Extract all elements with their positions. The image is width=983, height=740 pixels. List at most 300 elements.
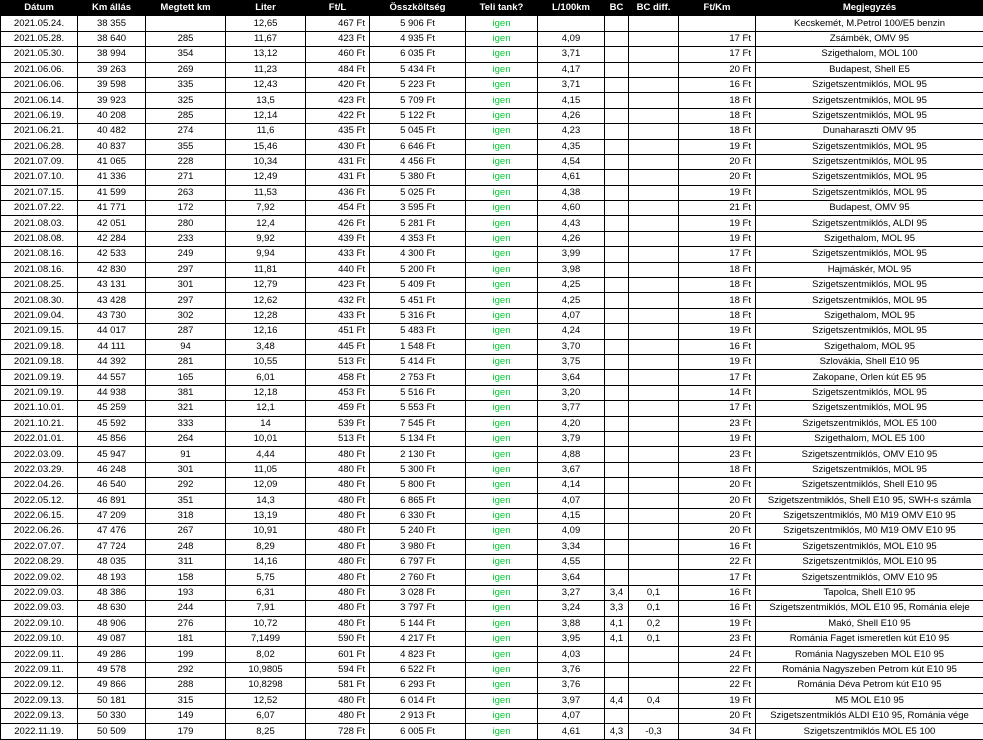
cell-consumption: 4,17 bbox=[538, 62, 605, 77]
cell-full-tank: igen bbox=[466, 247, 538, 262]
cell-price-per-liter: 431 Ft bbox=[306, 170, 370, 185]
cell-price-per-liter: 513 Ft bbox=[306, 354, 370, 369]
cell-distance: 165 bbox=[146, 370, 226, 385]
cell-consumption: 3,24 bbox=[538, 601, 605, 616]
cell-consumption: 4,09 bbox=[538, 524, 605, 539]
cell-bc bbox=[605, 201, 629, 216]
cell-bc bbox=[605, 493, 629, 508]
cell-bc bbox=[605, 647, 629, 662]
cell-date: 2021.05.28. bbox=[1, 31, 78, 46]
cell-distance: 325 bbox=[146, 93, 226, 108]
cell-date: 2022.09.13. bbox=[1, 708, 78, 723]
cell-bc-diff bbox=[629, 47, 679, 62]
cell-liters: 12,49 bbox=[226, 170, 306, 185]
cell-notes: Szigethalom, MOL 95 bbox=[756, 308, 983, 323]
cell-bc bbox=[605, 385, 629, 400]
cell-price-per-km: 34 Ft bbox=[679, 724, 756, 739]
cell-date: 2022.03.09. bbox=[1, 447, 78, 462]
cell-total-cost: 5 200 Ft bbox=[370, 262, 466, 277]
cell-price-per-km: 18 Ft bbox=[679, 293, 756, 308]
cell-notes: M5 MOL E10 95 bbox=[756, 693, 983, 708]
cell-notes: Szigetszentmiklós, ALDI 95 bbox=[756, 216, 983, 231]
cell-date: 2022.03.29. bbox=[1, 462, 78, 477]
cell-total-cost: 7 545 Ft bbox=[370, 416, 466, 431]
cell-total-cost: 5 122 Ft bbox=[370, 108, 466, 123]
cell-price-per-km bbox=[679, 16, 756, 31]
header-price-per-km: Ft/Km bbox=[679, 1, 756, 16]
cell-total-cost: 5 380 Ft bbox=[370, 170, 466, 185]
cell-price-per-km: 19 Ft bbox=[679, 693, 756, 708]
cell-notes: Szlovákia, Shell E10 95 bbox=[756, 354, 983, 369]
cell-odometer: 46 248 bbox=[78, 462, 146, 477]
cell-bc bbox=[605, 508, 629, 523]
cell-liters: 11,67 bbox=[226, 31, 306, 46]
cell-date: 2021.09.19. bbox=[1, 385, 78, 400]
cell-bc bbox=[605, 77, 629, 92]
cell-price-per-km: 23 Ft bbox=[679, 632, 756, 647]
cell-date: 2022.09.03. bbox=[1, 585, 78, 600]
cell-date: 2022.09.10. bbox=[1, 632, 78, 647]
cell-price-per-liter: 480 Ft bbox=[306, 539, 370, 554]
cell-bc-diff bbox=[629, 216, 679, 231]
cell-price-per-liter: 436 Ft bbox=[306, 185, 370, 200]
cell-consumption: 3,67 bbox=[538, 462, 605, 477]
table-row bbox=[1, 678, 983, 693]
cell-liters: 8,25 bbox=[226, 724, 306, 739]
cell-total-cost: 5 709 Ft bbox=[370, 93, 466, 108]
cell-date: 2021.06.19. bbox=[1, 108, 78, 123]
cell-distance: 288 bbox=[146, 678, 226, 693]
cell-full-tank: igen bbox=[466, 16, 538, 31]
cell-full-tank: igen bbox=[466, 262, 538, 277]
cell-total-cost: 6 522 Ft bbox=[370, 662, 466, 677]
cell-notes: Szigetszentmiklós, MOL 95 bbox=[756, 324, 983, 339]
header-full-tank: Teli tank? bbox=[466, 1, 538, 16]
cell-total-cost: 1 548 Ft bbox=[370, 339, 466, 354]
table-row bbox=[1, 293, 983, 308]
cell-liters: 12,4 bbox=[226, 216, 306, 231]
cell-price-per-liter: 601 Ft bbox=[306, 647, 370, 662]
cell-date: 2022.06.26. bbox=[1, 524, 78, 539]
cell-price-per-km: 20 Ft bbox=[679, 524, 756, 539]
cell-price-per-liter: 423 Ft bbox=[306, 278, 370, 293]
cell-total-cost: 6 035 Ft bbox=[370, 47, 466, 62]
cell-total-cost: 6 797 Ft bbox=[370, 555, 466, 570]
cell-consumption: 4,20 bbox=[538, 416, 605, 431]
cell-odometer: 42 830 bbox=[78, 262, 146, 277]
table-row bbox=[1, 154, 983, 169]
cell-liters: 7,91 bbox=[226, 601, 306, 616]
table-row bbox=[1, 431, 983, 446]
cell-date: 2022.11.19. bbox=[1, 724, 78, 739]
cell-price-per-km: 19 Ft bbox=[679, 185, 756, 200]
cell-bc bbox=[605, 16, 629, 31]
cell-full-tank: igen bbox=[466, 154, 538, 169]
cell-distance: 285 bbox=[146, 31, 226, 46]
cell-liters: 5,75 bbox=[226, 570, 306, 585]
cell-liters: 8,02 bbox=[226, 647, 306, 662]
cell-price-per-km: 20 Ft bbox=[679, 493, 756, 508]
cell-bc: 3,3 bbox=[605, 601, 629, 616]
cell-liters: 9,92 bbox=[226, 231, 306, 246]
cell-notes: Szigethalom, MOL 100 bbox=[756, 47, 983, 62]
cell-date: 2021.08.16. bbox=[1, 247, 78, 262]
cell-price-per-km: 16 Ft bbox=[679, 585, 756, 600]
cell-price-per-liter: 467 Ft bbox=[306, 16, 370, 31]
cell-odometer: 44 392 bbox=[78, 354, 146, 369]
cell-bc bbox=[605, 231, 629, 246]
cell-odometer: 49 866 bbox=[78, 678, 146, 693]
cell-price-per-km: 20 Ft bbox=[679, 62, 756, 77]
cell-full-tank: igen bbox=[466, 647, 538, 662]
table-row bbox=[1, 62, 983, 77]
cell-full-tank: igen bbox=[466, 354, 538, 369]
cell-price-per-liter: 422 Ft bbox=[306, 108, 370, 123]
cell-notes: Szigethalom, MOL 95 bbox=[756, 231, 983, 246]
cell-consumption: 3,75 bbox=[538, 354, 605, 369]
cell-notes: Szigetszentmiklós, OMV E10 95 bbox=[756, 447, 983, 462]
cell-liters: 11,53 bbox=[226, 185, 306, 200]
cell-odometer: 47 476 bbox=[78, 524, 146, 539]
cell-price-per-liter: 423 Ft bbox=[306, 31, 370, 46]
table-row bbox=[1, 354, 983, 369]
cell-consumption: 3,79 bbox=[538, 431, 605, 446]
cell-date: 2022.08.29. bbox=[1, 555, 78, 570]
table-row bbox=[1, 447, 983, 462]
cell-consumption: 4,54 bbox=[538, 154, 605, 169]
cell-odometer: 38 355 bbox=[78, 16, 146, 31]
cell-price-per-km: 19 Ft bbox=[679, 216, 756, 231]
cell-price-per-km: 22 Ft bbox=[679, 555, 756, 570]
cell-odometer: 48 906 bbox=[78, 616, 146, 631]
cell-total-cost: 5 025 Ft bbox=[370, 185, 466, 200]
cell-price-per-km: 18 Ft bbox=[679, 278, 756, 293]
cell-bc-diff bbox=[629, 431, 679, 446]
cell-bc bbox=[605, 47, 629, 62]
cell-consumption: 3,76 bbox=[538, 662, 605, 677]
cell-date: 2022.06.15. bbox=[1, 508, 78, 523]
cell-date: 2021.06.06. bbox=[1, 77, 78, 92]
table-row bbox=[1, 77, 983, 92]
cell-consumption: 4,88 bbox=[538, 447, 605, 462]
table-row bbox=[1, 16, 983, 31]
cell-distance: 91 bbox=[146, 447, 226, 462]
cell-price-per-liter: 426 Ft bbox=[306, 216, 370, 231]
cell-bc-diff bbox=[629, 478, 679, 493]
cell-consumption: 3,88 bbox=[538, 616, 605, 631]
cell-price-per-km: 18 Ft bbox=[679, 308, 756, 323]
cell-date: 2021.10.21. bbox=[1, 416, 78, 431]
cell-price-per-km: 20 Ft bbox=[679, 708, 756, 723]
cell-liters: 12,28 bbox=[226, 308, 306, 323]
cell-full-tank: igen bbox=[466, 616, 538, 631]
cell-bc-diff bbox=[629, 416, 679, 431]
cell-total-cost: 6 014 Ft bbox=[370, 693, 466, 708]
cell-consumption bbox=[538, 16, 605, 31]
cell-notes: Makó, Shell E10 95 bbox=[756, 616, 983, 631]
cell-bc-diff bbox=[629, 385, 679, 400]
cell-total-cost: 5 516 Ft bbox=[370, 385, 466, 400]
cell-price-per-km: 17 Ft bbox=[679, 401, 756, 416]
cell-bc bbox=[605, 354, 629, 369]
cell-price-per-liter: 480 Ft bbox=[306, 555, 370, 570]
table-row bbox=[1, 170, 983, 185]
cell-price-per-km: 16 Ft bbox=[679, 601, 756, 616]
cell-price-per-km: 16 Ft bbox=[679, 77, 756, 92]
cell-full-tank: igen bbox=[466, 585, 538, 600]
cell-distance: 249 bbox=[146, 247, 226, 262]
cell-consumption: 3,71 bbox=[538, 47, 605, 62]
cell-price-per-km: 18 Ft bbox=[679, 124, 756, 139]
cell-bc bbox=[605, 278, 629, 293]
cell-consumption: 4,03 bbox=[538, 647, 605, 662]
cell-date: 2022.09.02. bbox=[1, 570, 78, 585]
cell-total-cost: 6 330 Ft bbox=[370, 508, 466, 523]
cell-liters: 12,65 bbox=[226, 16, 306, 31]
cell-full-tank: igen bbox=[466, 293, 538, 308]
table-row bbox=[1, 308, 983, 323]
cell-full-tank: igen bbox=[466, 724, 538, 739]
cell-bc bbox=[605, 308, 629, 323]
cell-odometer: 43 131 bbox=[78, 278, 146, 293]
cell-distance: 269 bbox=[146, 62, 226, 77]
cell-odometer: 38 994 bbox=[78, 47, 146, 62]
cell-price-per-km: 21 Ft bbox=[679, 201, 756, 216]
cell-price-per-km: 17 Ft bbox=[679, 570, 756, 585]
table-row bbox=[1, 570, 983, 585]
cell-liters: 15,46 bbox=[226, 139, 306, 154]
table-row bbox=[1, 247, 983, 262]
cell-price-per-liter: 480 Ft bbox=[306, 570, 370, 585]
cell-price-per-liter: 433 Ft bbox=[306, 247, 370, 262]
cell-notes: Tapolca, Shell E10 95 bbox=[756, 585, 983, 600]
cell-odometer: 49 286 bbox=[78, 647, 146, 662]
cell-consumption: 4,26 bbox=[538, 108, 605, 123]
cell-liters: 7,1499 bbox=[226, 632, 306, 647]
cell-price-per-liter: 454 Ft bbox=[306, 201, 370, 216]
cell-notes: Románia Faget ismeretlen kút E10 95 bbox=[756, 632, 983, 647]
cell-full-tank: igen bbox=[466, 632, 538, 647]
cell-bc bbox=[605, 539, 629, 554]
table-row bbox=[1, 616, 983, 631]
cell-bc-diff bbox=[629, 124, 679, 139]
cell-odometer: 44 017 bbox=[78, 324, 146, 339]
cell-full-tank: igen bbox=[466, 401, 538, 416]
cell-consumption: 3,27 bbox=[538, 585, 605, 600]
cell-full-tank: igen bbox=[466, 139, 538, 154]
cell-full-tank: igen bbox=[466, 601, 538, 616]
cell-consumption: 4,43 bbox=[538, 216, 605, 231]
cell-price-per-km: 19 Ft bbox=[679, 354, 756, 369]
cell-distance: 264 bbox=[146, 431, 226, 446]
cell-odometer: 50 330 bbox=[78, 708, 146, 723]
cell-price-per-liter: 440 Ft bbox=[306, 262, 370, 277]
cell-notes: Dunaharaszti OMV 95 bbox=[756, 124, 983, 139]
table-row bbox=[1, 139, 983, 154]
cell-full-tank: igen bbox=[466, 77, 538, 92]
cell-odometer: 41 336 bbox=[78, 170, 146, 185]
cell-notes: Zakopane, Orlen kút E5 95 bbox=[756, 370, 983, 385]
cell-price-per-km: 19 Ft bbox=[679, 616, 756, 631]
table-row bbox=[1, 324, 983, 339]
cell-total-cost: 6 646 Ft bbox=[370, 139, 466, 154]
cell-distance: 267 bbox=[146, 524, 226, 539]
cell-liters: 12,18 bbox=[226, 385, 306, 400]
cell-bc: 4,4 bbox=[605, 693, 629, 708]
cell-consumption: 3,34 bbox=[538, 539, 605, 554]
cell-distance: 381 bbox=[146, 385, 226, 400]
cell-consumption: 4,26 bbox=[538, 231, 605, 246]
cell-bc-diff: -0,3 bbox=[629, 724, 679, 739]
table-row bbox=[1, 339, 983, 354]
cell-consumption: 3,98 bbox=[538, 262, 605, 277]
cell-distance: 333 bbox=[146, 416, 226, 431]
cell-total-cost: 5 144 Ft bbox=[370, 616, 466, 631]
table-row bbox=[1, 724, 983, 739]
cell-bc-diff bbox=[629, 108, 679, 123]
cell-consumption: 3,99 bbox=[538, 247, 605, 262]
cell-distance: 285 bbox=[146, 108, 226, 123]
cell-liters: 12,09 bbox=[226, 478, 306, 493]
cell-distance: 287 bbox=[146, 324, 226, 339]
cell-total-cost: 2 130 Ft bbox=[370, 447, 466, 462]
cell-liters: 10,55 bbox=[226, 354, 306, 369]
cell-bc bbox=[605, 185, 629, 200]
cell-price-per-liter: 430 Ft bbox=[306, 139, 370, 154]
cell-consumption: 3,64 bbox=[538, 570, 605, 585]
table-row bbox=[1, 416, 983, 431]
cell-distance: 315 bbox=[146, 693, 226, 708]
cell-distance: 318 bbox=[146, 508, 226, 523]
cell-date: 2021.09.18. bbox=[1, 354, 78, 369]
cell-bc bbox=[605, 293, 629, 308]
cell-odometer: 44 111 bbox=[78, 339, 146, 354]
cell-bc-diff bbox=[629, 262, 679, 277]
cell-notes: Szigetszentmiklós, MOL 95 bbox=[756, 93, 983, 108]
cell-odometer: 50 509 bbox=[78, 724, 146, 739]
cell-liters: 12,52 bbox=[226, 693, 306, 708]
table-row bbox=[1, 93, 983, 108]
cell-notes: Szigetszentmiklós, Shell E10 95, SWH-s számla bbox=[756, 493, 983, 508]
cell-date: 2021.08.03. bbox=[1, 216, 78, 231]
cell-total-cost: 2 913 Ft bbox=[370, 708, 466, 723]
cell-bc-diff bbox=[629, 401, 679, 416]
cell-bc-diff bbox=[629, 185, 679, 200]
cell-full-tank: igen bbox=[466, 31, 538, 46]
cell-date: 2021.08.08. bbox=[1, 231, 78, 246]
cell-total-cost: 4 353 Ft bbox=[370, 231, 466, 246]
cell-bc: 3,4 bbox=[605, 585, 629, 600]
cell-bc-diff bbox=[629, 139, 679, 154]
cell-liters: 13,5 bbox=[226, 93, 306, 108]
cell-notes: Szigetszentmiklós, MOL 95 bbox=[756, 293, 983, 308]
cell-date: 2021.06.28. bbox=[1, 139, 78, 154]
cell-date: 2021.09.19. bbox=[1, 370, 78, 385]
cell-full-tank: igen bbox=[466, 708, 538, 723]
cell-notes: Szigetszentmiklós, OMV E10 95 bbox=[756, 570, 983, 585]
cell-distance: 335 bbox=[146, 77, 226, 92]
cell-odometer: 39 598 bbox=[78, 77, 146, 92]
table-row bbox=[1, 647, 983, 662]
cell-notes: Szigetszentmiklós, MOL 95 bbox=[756, 385, 983, 400]
cell-total-cost: 4 935 Ft bbox=[370, 31, 466, 46]
cell-date: 2022.09.03. bbox=[1, 601, 78, 616]
cell-date: 2021.06.06. bbox=[1, 62, 78, 77]
cell-date: 2022.07.07. bbox=[1, 539, 78, 554]
cell-total-cost: 5 409 Ft bbox=[370, 278, 466, 293]
cell-odometer: 40 837 bbox=[78, 139, 146, 154]
cell-bc-diff bbox=[629, 708, 679, 723]
cell-odometer: 42 533 bbox=[78, 247, 146, 262]
cell-bc-diff bbox=[629, 247, 679, 262]
cell-total-cost: 5 300 Ft bbox=[370, 462, 466, 477]
cell-distance: 281 bbox=[146, 354, 226, 369]
cell-bc-diff bbox=[629, 278, 679, 293]
cell-liters: 8,29 bbox=[226, 539, 306, 554]
cell-notes: Szigetszentmiklós, MOL E5 100 bbox=[756, 416, 983, 431]
cell-date: 2021.06.14. bbox=[1, 93, 78, 108]
cell-distance: 193 bbox=[146, 585, 226, 600]
cell-full-tank: igen bbox=[466, 308, 538, 323]
cell-bc bbox=[605, 447, 629, 462]
cell-full-tank: igen bbox=[466, 185, 538, 200]
cell-liters: 12,79 bbox=[226, 278, 306, 293]
cell-notes: Budapest, Shell E5 bbox=[756, 62, 983, 77]
cell-distance: 149 bbox=[146, 708, 226, 723]
cell-total-cost: 2 760 Ft bbox=[370, 570, 466, 585]
cell-bc-diff bbox=[629, 462, 679, 477]
cell-price-per-liter: 480 Ft bbox=[306, 478, 370, 493]
cell-consumption: 4,55 bbox=[538, 555, 605, 570]
cell-odometer: 44 938 bbox=[78, 385, 146, 400]
cell-odometer: 41 771 bbox=[78, 201, 146, 216]
cell-bc-diff bbox=[629, 31, 679, 46]
cell-liters: 12,62 bbox=[226, 293, 306, 308]
cell-notes: Szigetszentmiklós, MOL 95 bbox=[756, 77, 983, 92]
cell-full-tank: igen bbox=[466, 170, 538, 185]
cell-price-per-km: 22 Ft bbox=[679, 662, 756, 677]
cell-notes: Szigethalom, MOL 95 bbox=[756, 339, 983, 354]
cell-bc-diff bbox=[629, 647, 679, 662]
cell-price-per-km: 23 Ft bbox=[679, 416, 756, 431]
cell-bc-diff: 0,4 bbox=[629, 693, 679, 708]
cell-distance: 355 bbox=[146, 139, 226, 154]
cell-price-per-liter: 458 Ft bbox=[306, 370, 370, 385]
cell-total-cost: 5 451 Ft bbox=[370, 293, 466, 308]
cell-distance: 351 bbox=[146, 493, 226, 508]
cell-price-per-km: 18 Ft bbox=[679, 108, 756, 123]
cell-full-tank: igen bbox=[466, 678, 538, 693]
cell-total-cost: 4 300 Ft bbox=[370, 247, 466, 262]
cell-date: 2022.09.11. bbox=[1, 647, 78, 662]
cell-date: 2021.09.04. bbox=[1, 308, 78, 323]
cell-bc-diff: 0,2 bbox=[629, 616, 679, 631]
cell-full-tank: igen bbox=[466, 539, 538, 554]
cell-notes: Szigetszentmiklós, MOL 95 bbox=[756, 154, 983, 169]
cell-price-per-liter: 420 Ft bbox=[306, 77, 370, 92]
table-row bbox=[1, 555, 983, 570]
cell-notes: Szigetszentmiklós, MOL E10 95 bbox=[756, 539, 983, 554]
cell-consumption: 3,71 bbox=[538, 77, 605, 92]
cell-total-cost: 4 823 Ft bbox=[370, 647, 466, 662]
cell-odometer: 47 209 bbox=[78, 508, 146, 523]
cell-consumption: 3,70 bbox=[538, 339, 605, 354]
cell-total-cost: 6 293 Ft bbox=[370, 678, 466, 693]
cell-distance bbox=[146, 16, 226, 31]
cell-liters: 14,3 bbox=[226, 493, 306, 508]
cell-total-cost: 4 456 Ft bbox=[370, 154, 466, 169]
cell-consumption: 4,25 bbox=[538, 278, 605, 293]
